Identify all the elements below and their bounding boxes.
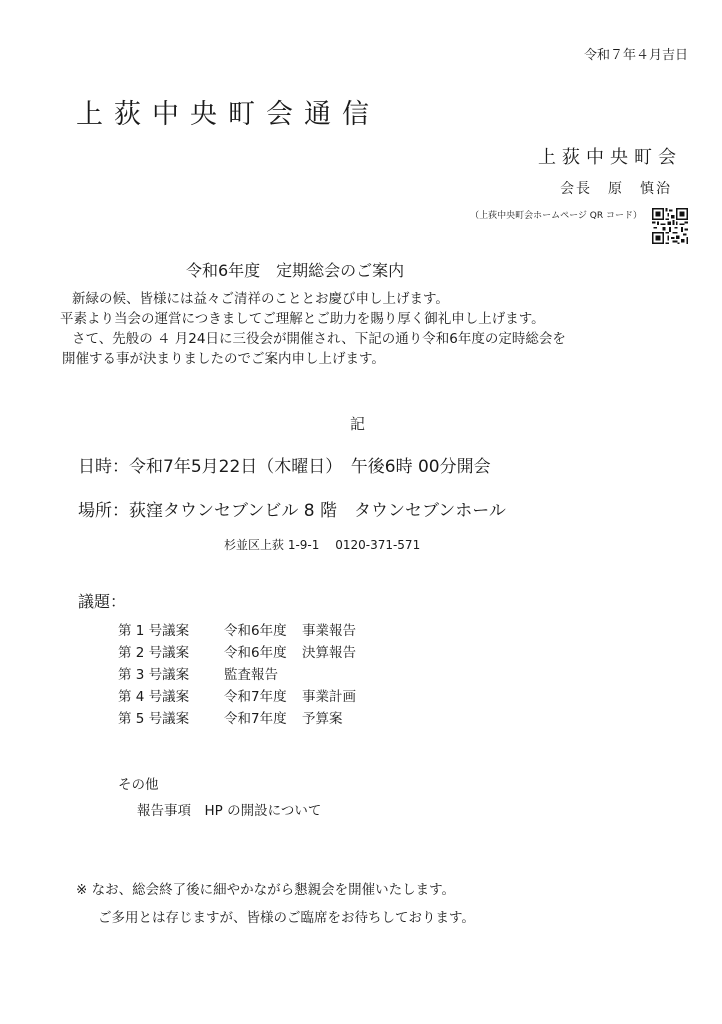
agenda-item	[118, 620, 356, 642]
agenda-item-number: 第 3 号議案	[118, 667, 190, 683]
agenda-item-year: 令和7年度	[224, 689, 287, 705]
report-item: 報告事項 HP の開設について	[137, 803, 322, 819]
agenda-item	[118, 686, 356, 708]
newsletter-title: 上荻中央町会通信	[76, 99, 380, 130]
agenda-item-number: 第 1 号議案	[118, 623, 190, 639]
ki-heading: 記	[350, 415, 366, 433]
agenda-item-number: 第 4 号議案	[118, 689, 190, 705]
agenda-item-title: 事業計画	[302, 689, 356, 705]
agenda-item-title: 予算案	[302, 711, 343, 727]
meeting-place: 場所：荻窪タウンセブンビル 8 階 タウンセブンホール	[78, 501, 506, 521]
other-label: その他	[118, 777, 159, 793]
agenda-item	[118, 708, 356, 730]
reception-note: ※ なお、総会終了後に細やかながら懇親会を開催いたします。	[76, 882, 456, 898]
agenda-item-number: 第 2 号議案	[118, 645, 190, 661]
agenda-item-year: 令和7年度	[224, 711, 287, 727]
agenda-list	[118, 620, 356, 730]
agenda-item-title: 決算報告	[302, 645, 356, 661]
greeting-paragraph	[60, 289, 566, 369]
agenda-item-title: 事業報告	[302, 623, 356, 639]
venue-address: 杉並区上荻 1-9-1 0120-371-571	[224, 538, 421, 552]
qr-code-icon	[652, 208, 688, 244]
attendance-request: ご多用とは存じますが、皆様のご臨席をお待ちしております。	[98, 910, 475, 926]
greeting-line: 平素より当会の運営につきましてご理解とご助力を賜り厚く御礼申し上げます。	[60, 311, 545, 327]
greeting-line: 新緑の候、皆様には益々ご清祥のこととお慶び申し上げます。	[72, 291, 449, 307]
issue-date: 令和７年４月吉日	[583, 48, 688, 63]
agenda-item-year: 令和6年度	[224, 623, 287, 639]
agenda-item-number: 第 5 号議案	[118, 711, 190, 727]
agenda-label: 議題：	[78, 592, 127, 611]
greeting-line: さて、先般の ４ 月24日に三役会が開催され、下記の通り令和6年度の定時総会を	[72, 331, 566, 347]
notice-title: 令和6年度 定期総会のご案内	[186, 261, 405, 280]
greeting-line: 開催する事が決まりましたのでご案内申し上げます。	[62, 351, 385, 367]
organization-name: 上荻中央町会	[538, 147, 682, 168]
agenda-item	[118, 642, 356, 664]
agenda-item-year: 監査報告	[224, 667, 278, 683]
agenda-item-year: 令和6年度	[224, 645, 287, 661]
qr-code-caption: （上荻中央町会ホームページ QR コード）	[470, 211, 642, 221]
chairperson-name: 会長 原 慎治	[560, 181, 672, 197]
meeting-datetime: 日時：令和7年5月22日（木曜日） 午後6時 00分開会	[78, 457, 491, 477]
agenda-item	[118, 664, 356, 686]
